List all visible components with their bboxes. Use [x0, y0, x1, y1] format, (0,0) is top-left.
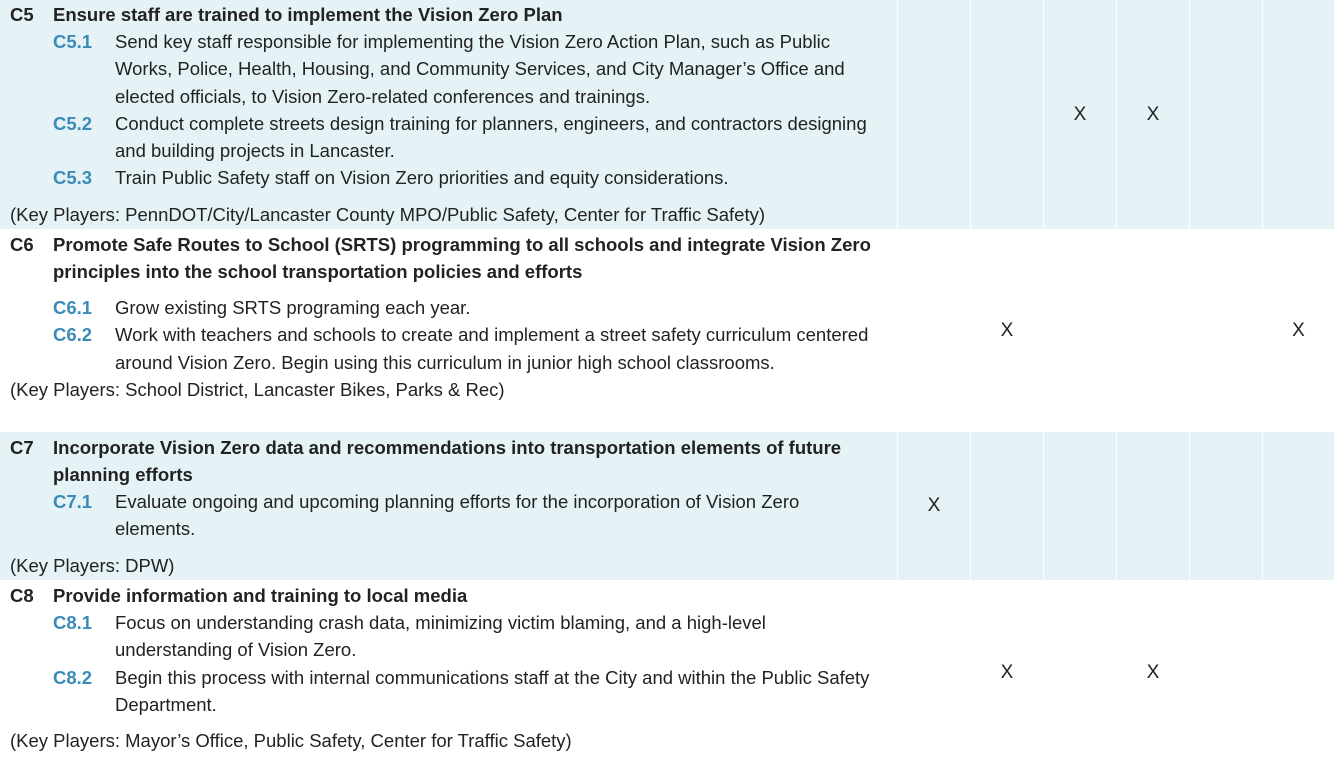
mark-cell: X — [1292, 319, 1305, 341]
action-heading — [10, 582, 897, 609]
mark-cell — [1043, 580, 1116, 766]
action-code: C8 — [10, 585, 34, 606]
sub-action — [53, 164, 897, 191]
action-title: Ensure staff are trained to implement the Vision Zero Plan — [53, 4, 563, 25]
action-code: C5 — [10, 4, 34, 25]
mark-cell — [1043, 432, 1116, 580]
action-title: Incorporate Vision Zero data and recommendations into transportation elements of future planning efforts — [53, 437, 842, 485]
mark-cell: X — [1000, 319, 1014, 341]
sub-action — [53, 28, 897, 110]
key-players: (Key Players: Mayor’s Office, Public Safety, Center for Traffic Safety) — [10, 730, 572, 752]
mark-cell — [897, 229, 970, 432]
mark-cell — [1262, 0, 1334, 229]
sub-action-text: Begin this process with internal communications staff at the City and within the Public Safety Department. — [115, 666, 870, 715]
sub-action-code: C6.2 — [53, 324, 93, 346]
sub-action-code: C8.1 — [53, 612, 93, 633]
key-players: (Key Players: School District, Lancaster Bikes, Parks & Rec) — [10, 378, 505, 400]
mark-cell — [1189, 580, 1262, 766]
sub-action-code: C5.3 — [53, 167, 93, 189]
sub-action — [53, 609, 897, 664]
sub-action — [53, 294, 897, 321]
mark-cell — [970, 0, 1043, 229]
action-content — [0, 580, 897, 766]
action-row-c6 — [0, 229, 1334, 432]
sub-action-code: C5.1 — [53, 31, 93, 52]
mark-cell: X — [1146, 662, 1160, 683]
mark-cell: X — [897, 432, 970, 580]
mark-cell: X — [1116, 0, 1189, 229]
mark-cell — [1262, 432, 1334, 580]
sub-action-code: C5.2 — [53, 112, 93, 134]
action-code: C7 — [10, 437, 34, 458]
sub-action-text: Train Public Safety staff on Vision Zero priorities and equity considerations. — [115, 167, 729, 189]
action-content — [0, 0, 897, 229]
action-heading — [10, 1, 897, 28]
action-heading — [10, 434, 897, 488]
action-row-c7 — [0, 432, 1334, 580]
sub-action — [53, 488, 897, 543]
mark-cell: X — [1043, 0, 1116, 229]
action-code: C6 — [10, 234, 34, 255]
mark-cell — [1262, 580, 1334, 766]
sub-action-text: Conduct complete streets design training for planners, engineers, and contractors designing and building projects in Lancaster. — [115, 112, 867, 162]
action-row-c5 — [0, 0, 1334, 229]
mark-cell — [1116, 229, 1189, 432]
key-players: (Key Players: DPW) — [10, 554, 175, 576]
key-players: (Key Players: PennDOT/City/Lancaster County MPO/Public Safety, Center for Traffic Safety) — [10, 203, 766, 225]
sub-action-code: C7.1 — [53, 491, 93, 512]
sub-action-code: C8.2 — [53, 666, 93, 688]
mark-cell — [897, 0, 970, 229]
mark-cell — [1116, 432, 1189, 580]
sub-action-text: Focus on understanding crash data, minimizing victim blaming, and a high-level understanding of Vision Zero. — [115, 612, 766, 661]
action-row-c8 — [0, 580, 1334, 766]
mark-cell — [1189, 432, 1262, 580]
action-content — [0, 432, 897, 580]
action-content — [0, 229, 897, 432]
sub-action-code: C6.1 — [53, 297, 93, 318]
mark-cell — [1043, 229, 1116, 432]
mark-cell — [970, 432, 1043, 580]
sub-action — [53, 664, 897, 719]
mark-cell: X — [1000, 662, 1014, 683]
sub-action — [53, 110, 897, 165]
action-title: Promote Safe Routes to School (SRTS) programming to all schools and integrate Vision Zero principles into the school transportation policies and efforts — [53, 234, 871, 282]
action-heading — [10, 231, 897, 285]
sub-action-text: Work with teachers and schools to create and implement a street safety curriculum centered around Vision Zero. Begin using this curriculum in junior high school classrooms. — [115, 324, 869, 373]
mark-cell — [1189, 229, 1262, 432]
sub-action — [53, 321, 897, 376]
sub-action-text: Evaluate ongoing and upcoming planning efforts for the incorporation of Vision Zero elements. — [115, 491, 800, 540]
mark-cell — [1189, 0, 1262, 229]
action-title: Provide information and training to local media — [53, 585, 468, 606]
mark-cell — [897, 580, 970, 766]
sub-action-text: Send key staff responsible for implementing the Vision Zero Action Plan, such as Public Works, Police, Health, Housing, and Community Services, and City Manager’s Office and elected officials, to Vision Zero-related conferences and trainings. — [115, 31, 845, 107]
sub-action-text: Grow existing SRTS programing each year. — [115, 297, 471, 318]
